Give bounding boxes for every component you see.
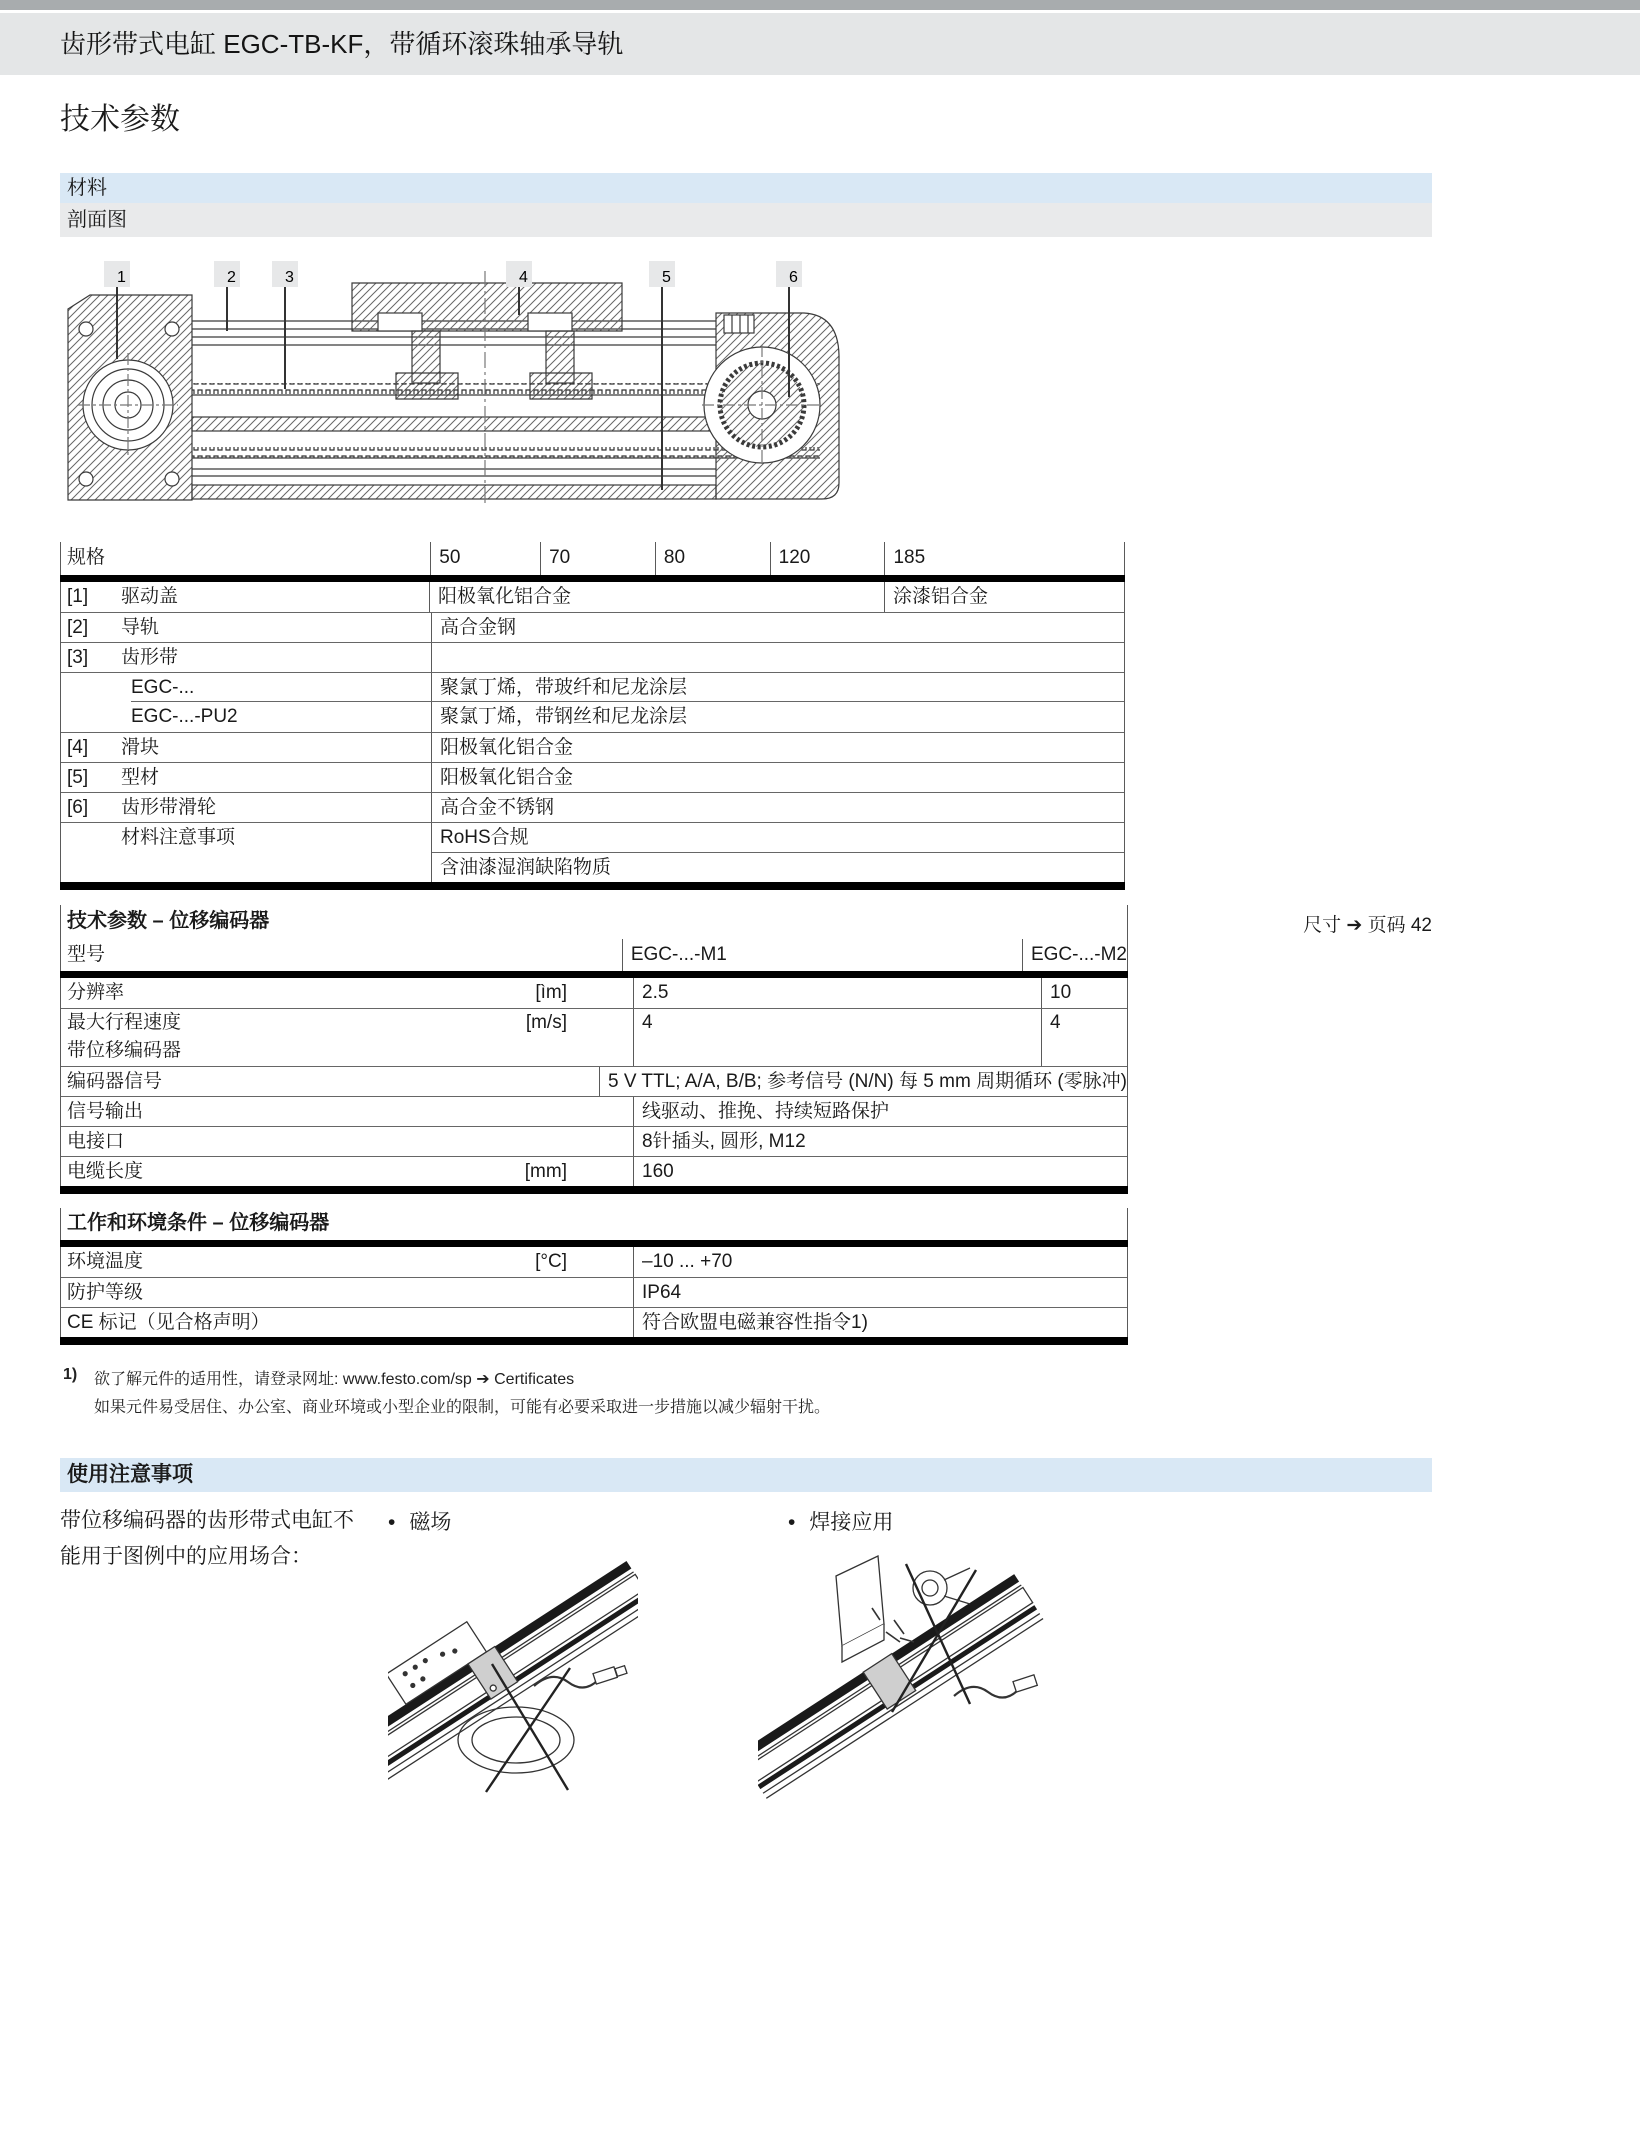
svg-text:5: 5	[662, 269, 671, 286]
table-row: 环境温度 [°C] –10 ... +70	[61, 1247, 1127, 1277]
header-rule	[60, 575, 1125, 582]
page-top-strip	[0, 0, 1640, 10]
svg-text:2: 2	[227, 269, 236, 286]
usage-intro: 带位移编码器的齿形带式电缸不 能用于图例中的应用场合：	[60, 1509, 354, 1568]
svg-text:6: 6	[789, 269, 798, 286]
bullet-icon: •	[388, 1511, 396, 1534]
slide-block	[352, 283, 622, 399]
table-row: [5] 型材 阳极氧化铝合金	[61, 762, 1124, 792]
header-rule	[60, 1240, 1128, 1247]
table-row: EGC-...-PU2 聚氯丁烯，带钢丝和尼龙涂层	[61, 702, 1124, 732]
size-50: 50	[430, 542, 540, 575]
size-80: 80	[655, 542, 770, 575]
svg-text:3: 3	[285, 269, 294, 286]
drive-cover	[68, 295, 192, 500]
table-bottom-rule	[60, 882, 1125, 890]
section-title: 技术参数	[60, 103, 180, 136]
cable-connector	[593, 1667, 617, 1684]
dimensions-page-link[interactable]: 尺寸 ➔ 页码 42	[1303, 915, 1432, 936]
type-header: 型号	[67, 944, 106, 965]
product-title-band	[0, 13, 1640, 75]
header-rule	[60, 971, 1128, 978]
conditions-table-title: 工作和环境条件 – 位移编码器	[67, 1212, 330, 1234]
axis-rail	[758, 1574, 1043, 1798]
cable	[534, 1677, 598, 1688]
footnote-line-1: 欲了解元件的适用性，请登录网址: www.festo.com/sp ➔ Certificates	[94, 1371, 575, 1388]
table-bottom-rule	[60, 1337, 1128, 1345]
table-row: 分辨率 [ìm] 2.5 10	[61, 978, 1127, 1008]
table-row: 防护等级 IP64	[61, 1277, 1127, 1307]
table-row: 电接口 8针插头, 圆形, M12	[61, 1126, 1127, 1156]
model-m1-header: EGC-...-M1	[622, 939, 1022, 971]
table-row: 电缆长度 [mm] 160	[61, 1156, 1127, 1186]
svg-text:1: 1	[117, 269, 126, 286]
table-row: [3] 齿形带	[61, 642, 1124, 672]
spec-header: 规格	[67, 547, 106, 568]
table-row: 材料注意事项 RoHS合规 含油漆湿润缺陷物质	[61, 822, 1124, 882]
encoder-table-title: 技术参数 – 位移编码器	[67, 910, 270, 932]
welding-illustration	[758, 1546, 1068, 1801]
size-185: 185	[884, 542, 1124, 575]
callout-3	[272, 261, 298, 389]
svg-text:4: 4	[519, 269, 528, 286]
size-70: 70	[540, 542, 655, 575]
product-title: 齿形带式电缸 EGC-TB-KF，带循环滚珠轴承导轨	[60, 29, 624, 59]
cad-cross-section	[60, 255, 880, 510]
size-120: 120	[770, 542, 885, 575]
magnetic-field-illustration	[388, 1558, 638, 1803]
table-row: [1] 驱动盖 阳极氧化铝合金 涂漆铝合金	[61, 582, 1124, 612]
footnote-line-2: 如果元件易受居住、办公室、商业环境或小型企业的限制，可能有必要采取进一步措施以减少辐射干扰。	[94, 1399, 831, 1416]
materials-table	[60, 542, 1125, 890]
table-row: [2] 导轨 高合金钢	[61, 612, 1124, 642]
usage-notes-band: 使用注意事项	[60, 1458, 1432, 1492]
model-m2-header: EGC-...-M2	[1022, 939, 1127, 971]
pulley-housing	[702, 313, 839, 499]
table-row: CE 标记（见合格声明） 符合欧盟电磁兼容性指令1)	[61, 1307, 1127, 1337]
sectional-drawing	[60, 255, 880, 510]
table-row: [6] 齿形带滑轮 高合金不锈钢	[61, 792, 1124, 822]
table-row: [4] 滑块 阳极氧化铝合金	[61, 732, 1124, 762]
conditions-table	[60, 1208, 1128, 1345]
bullet-icon: •	[788, 1511, 796, 1534]
table-bottom-rule	[60, 1186, 1128, 1194]
encoder-table-header	[61, 939, 1127, 971]
cable-loop	[458, 1707, 574, 1773]
axis-rail	[388, 1558, 638, 1780]
encoder-table	[60, 905, 1128, 1194]
materials-band: 材料	[60, 173, 1432, 203]
table-row: EGC-... 聚氯丁烯，带玻纤和尼龙涂层	[61, 672, 1124, 702]
table-row: 信号输出 线驱动、推挽、持续短路保护	[61, 1096, 1127, 1126]
table-row: 最大行程速度 带位移编码器 [m/s] 4 4	[61, 1008, 1127, 1066]
cable-connector	[1013, 1675, 1037, 1692]
footnote-marker: 1)	[63, 1366, 78, 1383]
materials-table-header	[61, 542, 1124, 575]
usage-item-magnetic-field: • 磁场	[388, 1511, 452, 1534]
usage-item-welding: • 焊接应用	[788, 1511, 894, 1534]
sectional-view-band: 剖面图	[60, 203, 1432, 237]
table-row: 编码器信号 5 V TTL; A/A, B/B; 参考信号 (N/N) 每 5 mm 周期循环 (零脉冲)	[61, 1066, 1127, 1096]
